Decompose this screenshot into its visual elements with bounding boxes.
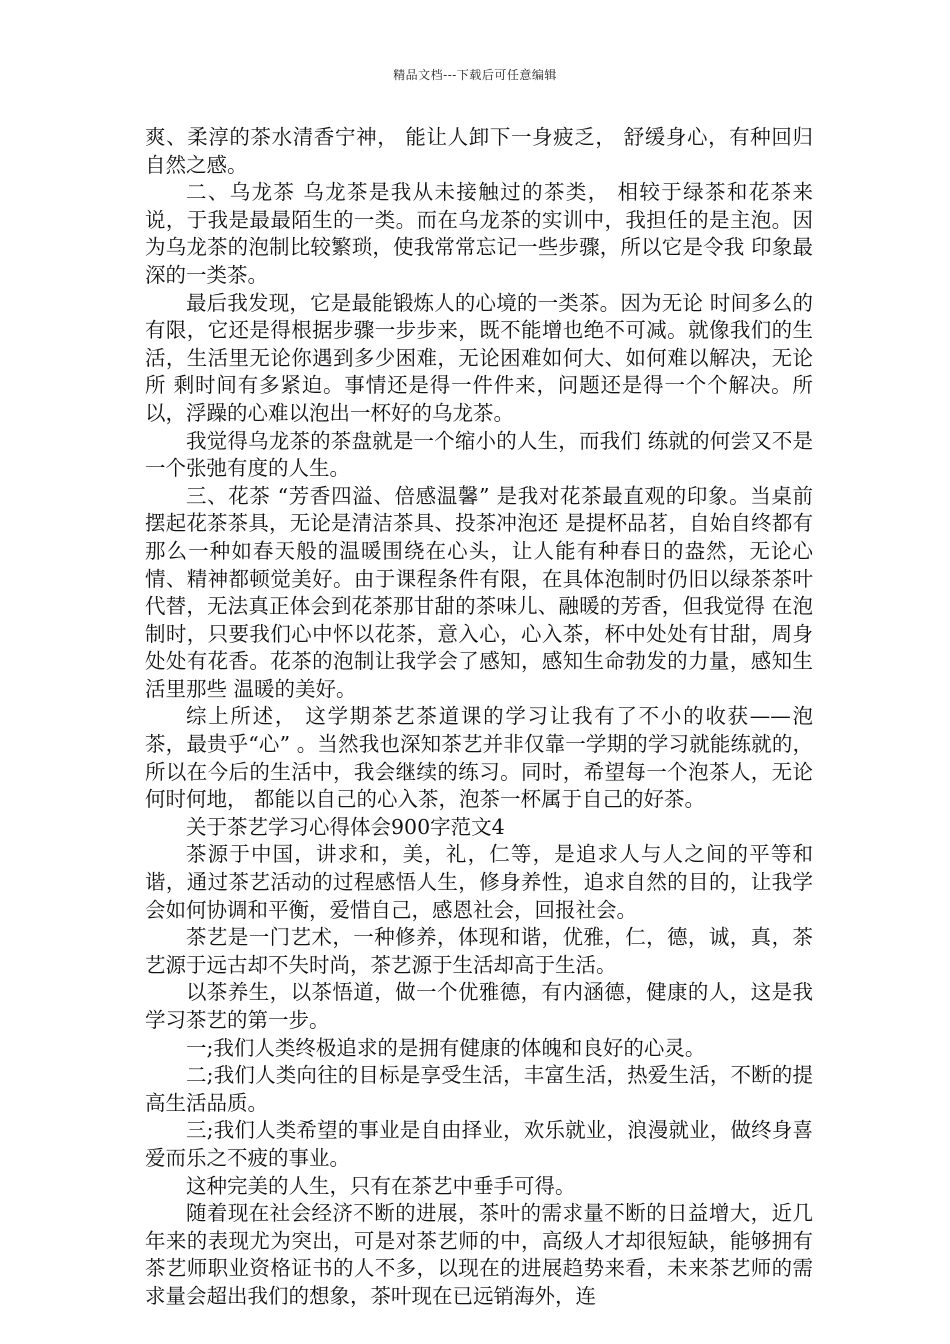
paragraph-flower-tea: 三、花茶 “芳香四溢、倍感温馨” 是我对花茶最直观的印象。当桌前摆起花茶茶具，无论是清洁茶具、投茶冲泡还 是提杯品茗，自始自终都有那么一种如春天般的温暖围绕在心头，让人能有种春日的盎然，无论心情、精神都顿觉美好。由于课程条件有限，在具体泡制时仍旧以绿茶茶叶代替，无法真正体会到花茶那甘甜的茶味儿、融暖的芳香，但我觉得 在泡制时，只要我们心中怀以花茶，意入心，心入茶，杯中处处有甘甜，周身处处有花香。花茶的泡制让我学会了感知，感知生命勃发的力量，感知生活里那些 温暖的美好。	[145, 483, 813, 701]
list-item-two: 二;我们人类向往的目标是享受生活，丰富生活，热爱生活，不断的提高生活品质。	[145, 1063, 813, 1115]
list-item-one: 一;我们人类终极追求的是拥有健康的体魄和良好的心灵。	[186, 1035, 706, 1060]
paragraph-tea-tray: 我觉得乌龙茶的茶盘就是一个缩小的人生，而我们 练就的何尝又不是一个张弛有度的人生。	[145, 428, 813, 481]
paragraph-tea-art: 茶艺是一门艺术，一种修养，体现和谐，优雅，仁，德，诚，真，茶艺源于远古却不失时尚，茶艺源于生活却高于生活。	[145, 925, 813, 977]
document-body	[145, 124, 813, 1311]
list-item-three: 三;我们人类希望的事业是自由择业，欢乐就业，浪漫就业，做终身喜爱而乐之不疲的事业。	[145, 1118, 813, 1170]
paragraph-perfect-life: 这种完美的人生，只有在茶艺中垂手可得。	[186, 1173, 576, 1198]
section-heading: 关于茶艺学习心得体会900字范文4	[186, 814, 505, 839]
paragraph-demand: 随着现在社会经济不断的进展，茶叶的需求量不断的日益增大，近几年来的表现尤为突出，可是对茶艺师的中，高级人才却很短缺，能够拥有茶艺师职业资格证书的人不多，以现在的进展趋势来看，未来茶艺师的需求量会超出我们的想象，茶叶现在已远销海外，连	[145, 1201, 813, 1308]
paragraph-oolong-reflection: 最后我发现，它是最能锻炼人的心境的一类茶。因为无论 时间多么的有限，它还是得根据步骤一步步来，既不能增也绝不可减。就像我们的生活，生活里无论你遇到多少困难，无论困难如何大、如何难以解决，无论所 剩时间有多紧迫。事情还是得一件件来，问题还是得一个个解决。所以，浮躁的心难以泡出一杯好的乌龙茶。	[145, 290, 813, 425]
paragraph-summary: 综上所述， 这学期茶艺茶道课的学习让我有了不小的收获——泡 茶，最贵乎“心” 。当然我也深知茶艺并非仅靠一学期的学习就能练就的，所以在今后的生活中，我会继续的练习。同时，希望每一个泡茶人，无论何时何地， 都能以自己的心入茶，泡茶一杯属于自己的好茶。	[145, 704, 813, 812]
paragraph-tea-health: 以茶养生，以茶悟道，做一个优雅德，有内涵德，健康的人，这是我学习茶艺的第一步。	[145, 980, 813, 1032]
paragraph-tea-origin: 茶源于中国，讲求和，美，礼，仁等，是追求人与人之间的平等和谐，通过茶艺活动的过程感悟人生，修身养性，追求自然的目的，让我学会如何协调和平衡，爱惜自己，感恩社会，回报社会。	[145, 842, 813, 922]
paragraph-continuation: 爽、柔淳的茶水清香宁神， 能让人卸下一身疲乏， 舒缓身心，有种回归自然之感。	[145, 125, 813, 177]
paragraph-oolong-tea: 二、乌龙茶 乌龙茶是我从未接触过的茶类， 相较于绿茶和花茶来说，于我是最最陌生的一类。而在乌龙茶的实训中，我担任的是主泡。因为乌龙茶的泡制比较繁琐，使我常常忘记一些步骤，所以它是令我 印象最深的一类茶。	[145, 180, 813, 287]
page-header: 精品文档---下载后可任意编辑	[393, 68, 557, 82]
